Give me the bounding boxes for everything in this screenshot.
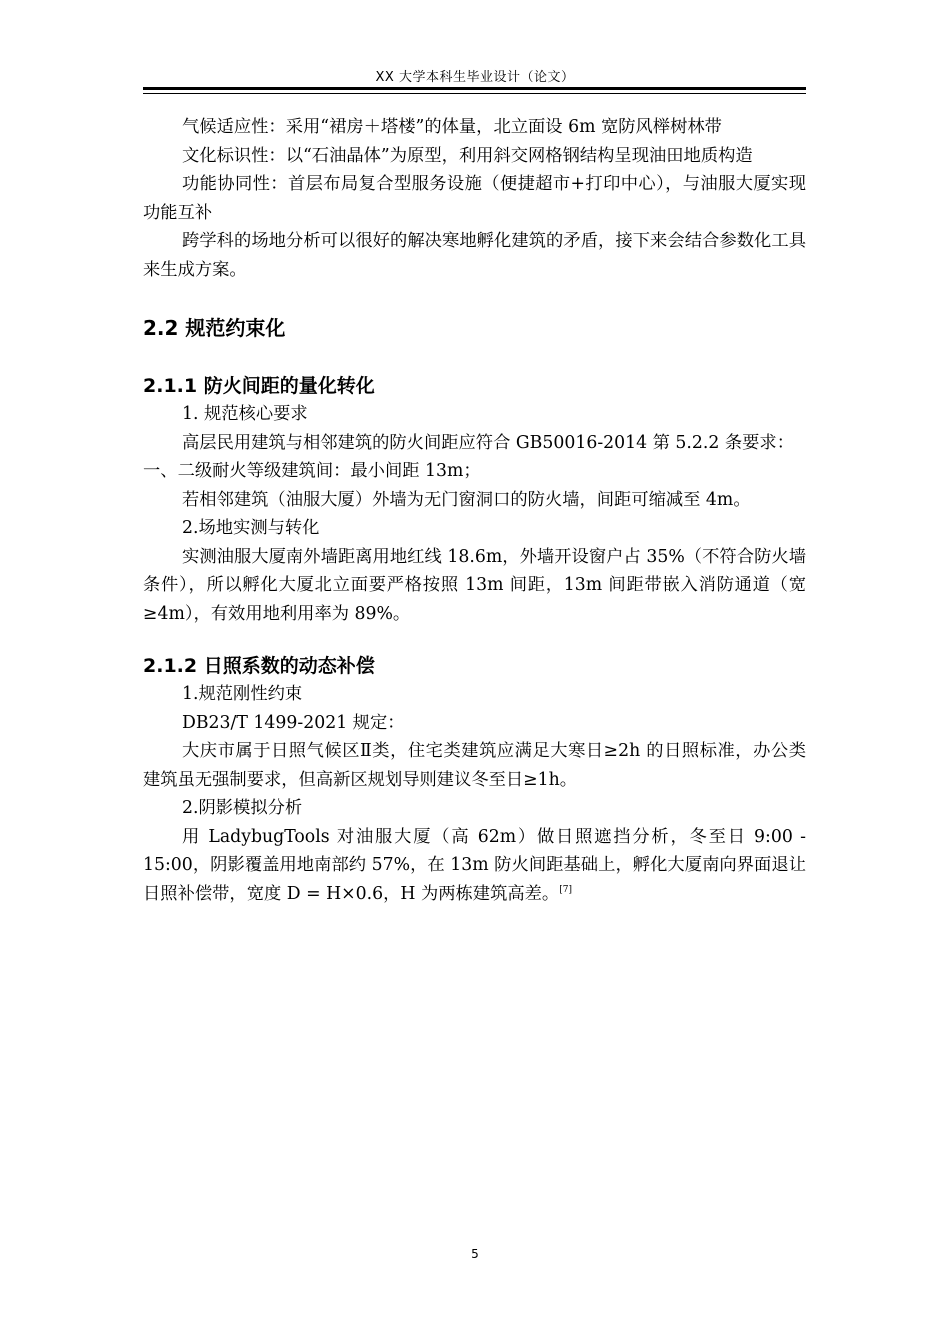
paragraph: 跨学科的场地分析可以很好的解决寒地孵化建筑的矛盾，接下来会结合参数化工具来生成方案。 <box>143 231 806 280</box>
running-header: XX 大学本科生毕业设计（论文） <box>375 70 575 85</box>
section-heading: 2.2 规范约束化 <box>143 316 286 340</box>
paragraph: 一、二级耐火等级建筑间：最小间距 13m； <box>143 461 481 481</box>
subsection-heading: 2.1.2 日照系数的动态补偿 <box>143 655 375 677</box>
header-rule-thin <box>143 93 806 94</box>
paragraph-text: 用 LadybugTools 对油服大厦（高 62m）做日照遮挡分析，冬至日 9:00 - 15:00，阴影覆盖用地南部约 57%，在 13m 防火间距基础上，孵化大厦南向界面退让日照补偿带，宽度 D = H×0.6，H 为两栋建筑高差。 <box>143 826 806 904</box>
subsection-heading: 2.1.1 防火间距的量化转化 <box>143 375 375 397</box>
list-item-title: 1. 规范核心要求 <box>182 404 308 424</box>
paragraph <box>143 823 806 909</box>
paragraph: 文化标识性：以“石油晶体”为原型，利用斜交网格钢结构呈现油田地质构造 <box>182 145 753 166</box>
paragraph: 大庆市属于日照气候区Ⅱ类，住宅类建筑应满足大寒日≥2h 的日照标准，办公类建筑虽无强制要求，但高新区规划导则建议冬至日≥1h。 <box>143 741 806 790</box>
list-item-title: 1.规范刚性约束 <box>182 684 303 704</box>
paragraph: 气候适应性：采用“裙房＋塔楼”的体量，北立面设 6m 宽防风榉树林带 <box>182 117 722 137</box>
paragraph: 高层民用建筑与相邻建筑的防火间距应符合 GB50016-2014 第 5.2.2 条要求： <box>182 432 794 453</box>
header-rule-thick <box>143 87 806 90</box>
list-item-title: 2.场地实测与转化 <box>182 518 320 538</box>
paragraph: 实测油服大厦南外墙距离用地红线 18.6m，外墙开设窗户占 35%（不符合防火墙条件），所以孵化大厦北立面要严格按照 13m 间距，13m 间距带嵌入消防通道（宽≥4m），有效用地利用率为 89%。 <box>143 546 806 624</box>
paragraph: DB23/T 1499-2021 规定： <box>182 712 405 733</box>
body-content <box>143 113 806 908</box>
paragraph: 若相邻建筑（油服大厦）外墙为无门窗洞口的防火墙，间距可缩减至 4m。 <box>182 489 751 510</box>
citation-marker: [7] <box>559 884 572 895</box>
paragraph: 功能协同性：首层布局复合型服务设施（便捷超市+打印中心），与油服大厦实现功能互补 <box>143 174 806 223</box>
page-number: 5 <box>471 1247 479 1261</box>
list-item-title: 2.阴影模拟分析 <box>182 798 303 818</box>
